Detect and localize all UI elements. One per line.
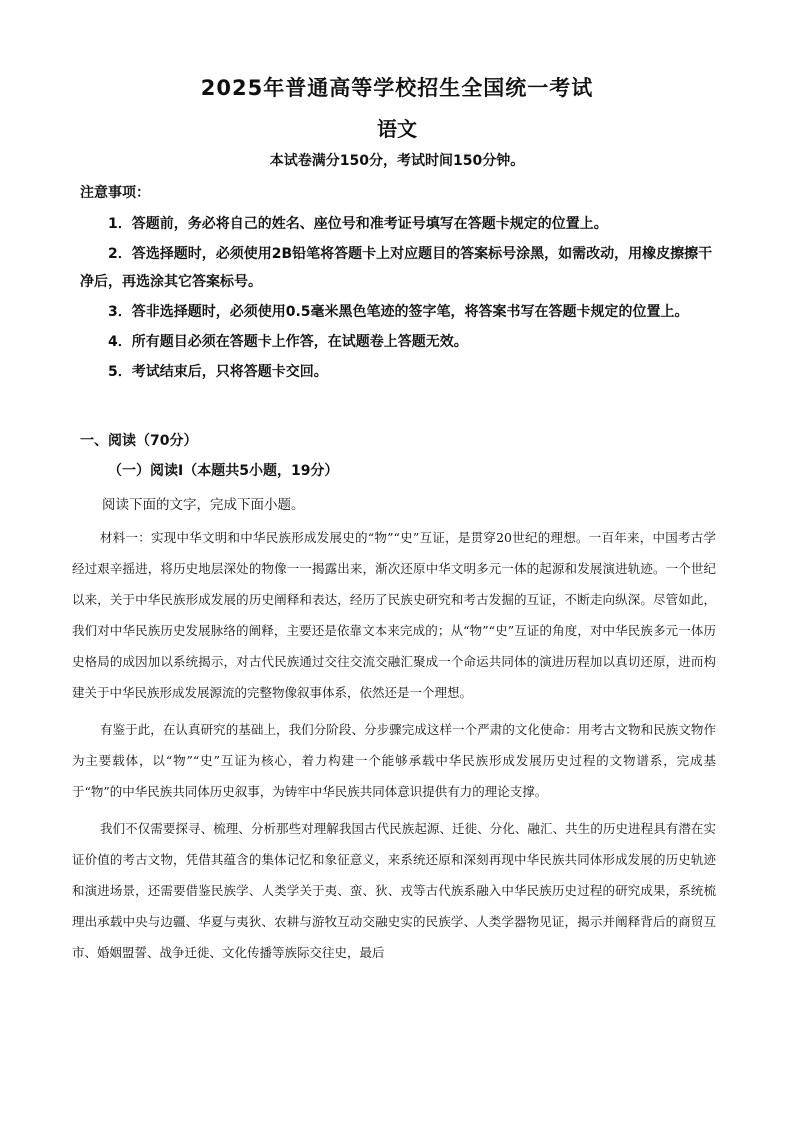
- subject-title: 语文: [377, 117, 417, 141]
- passage-paragraph: 我们不仅需要探寻、梳理、分析那些对理解我国古代民族起源、迁徙、分化、融汇、共生的历史进程具有潜在实证价值的考古文物，凭借其蕴含的集体记忆和象征意义，来系统还原和深刻再现中华民族共同体形成发展的历史轨迹和演进场景，还需要借鉴民族学、人类学关于夷、蛮、狄、戎等古代族系融入中华民族历史过程的研究成果，系统梳理出承载中央与边疆、华夏与夷狄、农耕与游牧互动交融史实的民族学、人类学器物见证，揭示并阐释背后的商贸互市、婚姻盟誓、战争迁徙、文化传播等族际交往史，最后: [72, 821, 716, 960]
- section-heading: 一、阅读（70分）: [80, 433, 198, 449]
- notice-item: 5．考试结束后，只将答题卡交回。: [108, 364, 328, 380]
- notice-item: 1．答题前，务必将自己的姓名、座位号和准考证号填写在答题卡规定的位置上。: [108, 216, 608, 232]
- reading-passage: [72, 522, 716, 974]
- exam-meta: 本试卷满分150分，考试时间150分钟。: [269, 153, 525, 169]
- notice-item: 2．答选择题时，必须使用2B铅笔将答题卡上对应题目的答案标号涂黑，如需改动，用橡皮擦擦干净后，再选涂其它答案标号。: [80, 246, 713, 290]
- notice-heading: 注意事项：: [80, 185, 150, 201]
- exam-title: 2025年普通高等学校招生全国统一考试: [200, 76, 594, 100]
- notice-list: [80, 210, 716, 388]
- notice-item: 3．答非选择题时，必须使用0.5毫米黑色笔迹的签字笔，将答案书写在答题卡规定的位置上。: [108, 304, 689, 320]
- sub-heading: （一）阅读Ⅰ（本题共5小题，19分）: [108, 463, 339, 479]
- reading-instruction: 阅读下面的文字，完成下面小题。: [102, 497, 305, 513]
- notice-item: 4．所有题目必须在答题卡上作答，在试题卷上答题无效。: [108, 334, 468, 350]
- passage-paragraph: 材料一：实现中华文明和中华民族形成发展史的“物”“史”互证，是贯穿20世纪的理想。一百年来，中国考古学经过艰辛摇进，将历史地层深处的物像一一揭露出来，渐次还原中华文明多元一体的起源和发展演进轨迹。一个世纪以来，关于中华民族形成发展的历史阐释和表达，经历了民族史研究和考古发掘的互证，不断走向纵深。尽管如此，我们对中华民族历史发展脉络的阐释，主要还是依靠文本来完成的；从“物”“史”互证的角度，对中华民族多元一体历史格局的成因加以系统揭示，对古代民族通过交往交流交融汇聚成一个命运共同体的演进历程加以真切还原，进而构建关于中华民族形成发展源流的完整物像叙事体系，依然还是一个理想。: [72, 530, 716, 700]
- passage-paragraph: 有鉴于此，在认真研究的基础上，我们分阶段、分步骤完成这样一个严肃的文化使命：用考古文物和民族文物作为主要载体，以“物”“史”互证为核心，着力构建一个能够承载中华民族形成发展历史过程的文物谱系，完成基于“物”的中华民族共同体历史叙事，为铸牢中华民族共同体意识提供有力的理论支撑。: [72, 722, 716, 799]
